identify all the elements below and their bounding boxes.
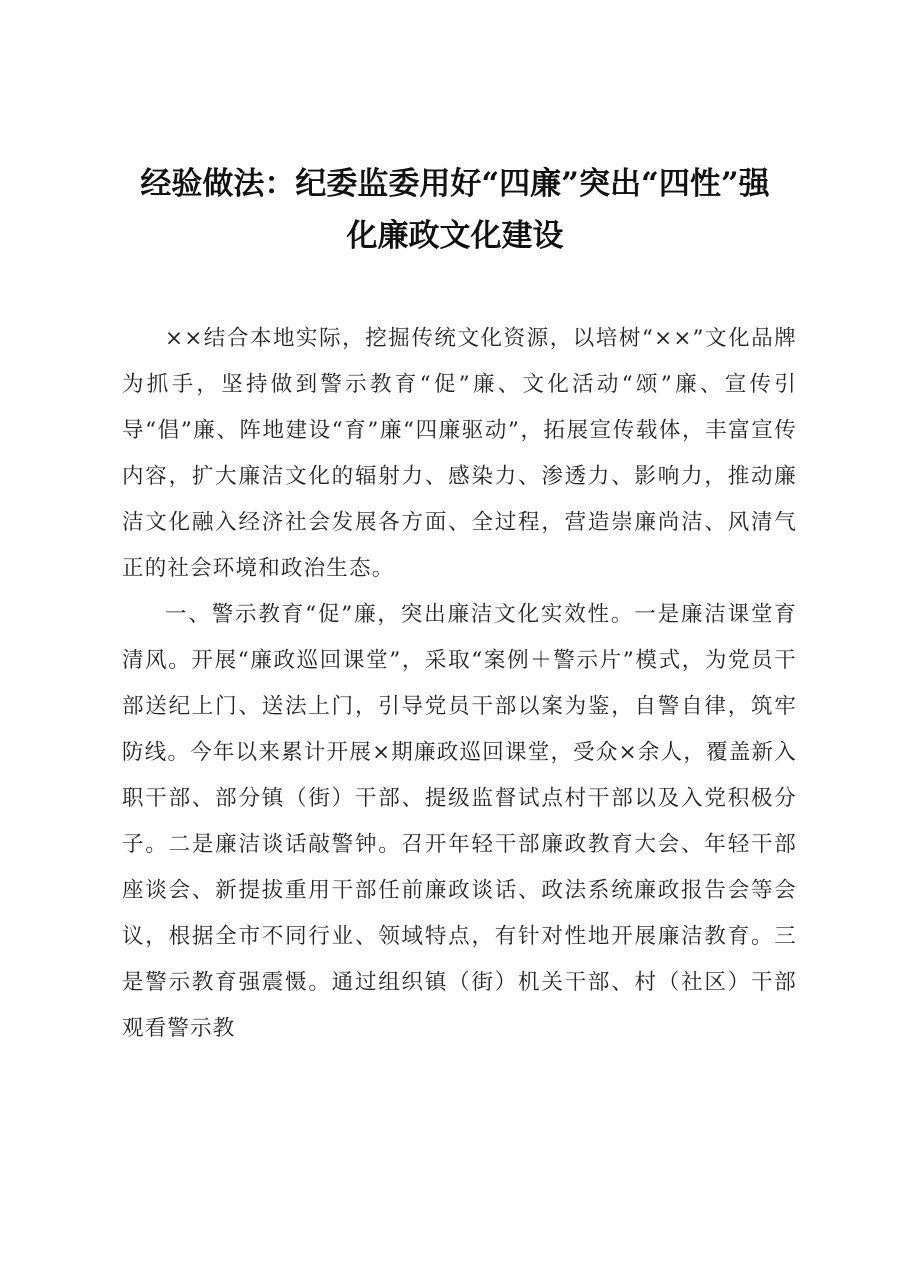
document-body <box>122 316 797 1052</box>
document-title: 经验做法：纪委监委用好“四廉”突出“四性”强化廉政文化建设 <box>140 166 770 254</box>
paragraph-section-one: 一、警示教育“促”廉，突出廉洁文化实效性。一是廉洁课堂育清风。开展“廉政巡回课堂”，采取“案例＋警示片”模式，为党员干部送纪上门、送法上门，引导党员干部以案为鉴，自警自律，筑牢防线。今年以来累计开展×期廉政巡回课堂，受众×余人，覆盖新入职干部、部分镇（街）干部、提级监督试点村干部以及入党积极分子。二是廉洁谈话敲警钟。召开年轻干部廉政教育大会、年轻干部座谈会、新提拔重用干部任前廉政谈话、政法系统廉政报告会等会议，根据全市不同行业、领域特点，有针对性地开展廉洁教育。三是警示教育强震慑。通过组织镇（街）机关干部、村（社区）干部观看警示教 <box>122 602 797 1041</box>
paragraph-intro: ××结合本地实际，挖掘传统文化资源，以培树“××”文化品牌为抓手，坚持做到警示教育“促”廉、文化活动“颂”廉、宣传引导“倡”廉、阵地建设“育”廉“四廉驱动”，拓展宣传载体，丰富宣传内容，扩大廉洁文化的辐射力、感染力、渗透力、影响力，推动廉洁文化融入经济社会发展各方面、全过程，营造崇廉尚洁、风清气正的社会环境和政治生态。 <box>122 326 797 581</box>
